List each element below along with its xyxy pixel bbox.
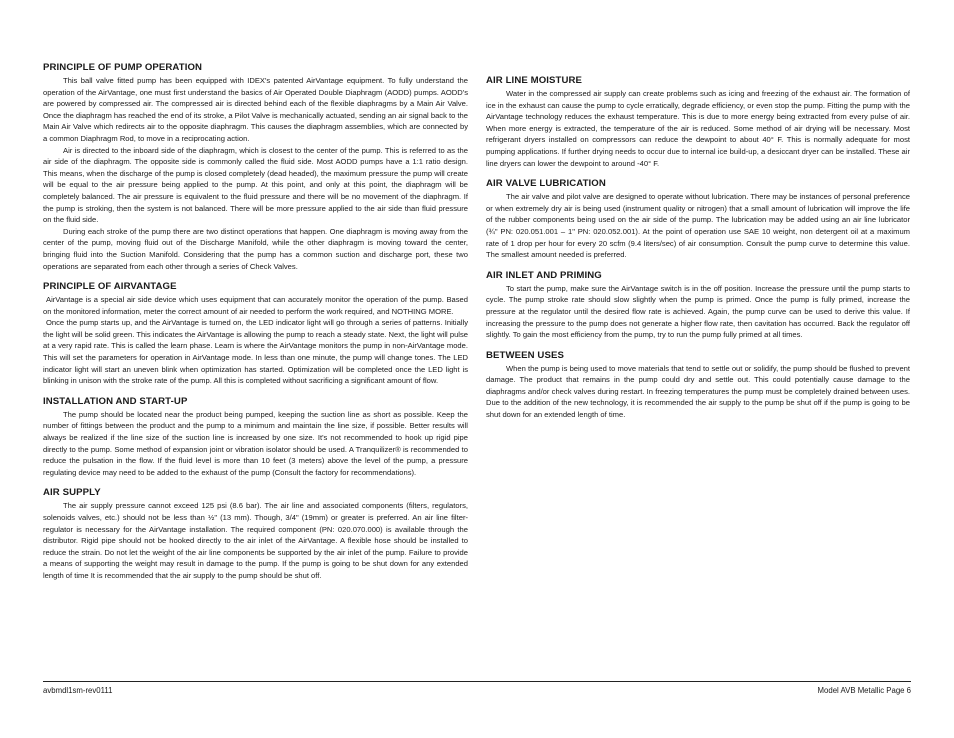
paragraph: To start the pump, make sure the AirVantage switch is in the off position. Increase the pressure until the pump starts to cycle. The pump stroke rate should slow slightly when the pump is primed. Once the pump is fully primed, increase the pressure at the regulator until the desired flow rate is achieved. Again, the pump curve can be used to derive this value. If increasing the pressure to the pump does not generate a higher flow rate, then cavitation has occurred. Back the regulator off slightly. To gain the most efficiency from the pump, try to run the pump fully primed at all times. xyxy=(486,283,910,340)
paragraph: Air is directed to the inboard side of the diaphragm, which is closest to the center of the pump. This is referred to as the air side of the diaphragm. The opposite side is commonly called the fluid side. Most AODD pumps have a 1:1 ratio design. This means, when the discharge of the pump is closed completely (dead headed), the maximum pressure the pump will create will be equal to the air pressure being applied to the pump. At this point, and only at this point, the diaphragm will be completely balanced. The air pressure is equivalent to the fluid pressure and there will be no movement of the diaphragm. If the pump is stroking, then the system is not balanced. There will be more pressure applied to the air side than fluid pressure on the fluid side. xyxy=(43,145,468,225)
page-number: Model AVB Metallic Page 6 xyxy=(817,686,911,695)
paragraph: AirVantage is a special air side device which uses equipment that can accurately monitor the operation of the pump. Based on the monitored information, meter the correct amount of air needed to perform the work required, and NOTHING MORE. xyxy=(43,295,468,316)
section-heading: PRINCIPLE OF AIRVANTAGE xyxy=(43,281,177,293)
section-air-supply xyxy=(43,487,468,581)
paragraph: This ball valve fitted pump has been equipped with IDEX's patented AirVantage equipment. To fully understand the operation of the AirVantage, one must first understand the basics of Air Operated Double Diaphragm (AODD) pumps. AODD's are powered by compressed air. The compressed air is directed behind each of the flexible diaphragms by a Main Air Valve. Once the diaphragm has reached the end of its stroke, a Pilot Valve is mechanically actuated, sending an air signal back to the Main Air Valve which redirects air to the opposite diaphragm. This causes the diaphragm assemblies, which are connected by a common Diaphragm Rod, to move in a reciprocating action. xyxy=(43,76,468,143)
section-heading: AIR INLET AND PRIMING xyxy=(486,269,602,281)
left-column xyxy=(43,62,468,591)
section-heading: AIR LINE MOISTURE xyxy=(486,75,583,86)
paragraph: The air valve and pilot valve are designed to operate without lubrication. There may be instances of personal preference or when extremely dry air is being used (instrument quality or nitrogen) that a small amount of lubrication will improve the life of the rubber components being used on the air side of the pump. The lubrication may be added using an air line lubricator (¾" PN: 020.051.001 – 1" PN: 020.052.001). At the point of operation use SAE 10 weight, non detergent oil at a maximum rate of 1 drop per hour for every 20 scfm (9.4 liters/sec) of air consumption. Consult the pump curve to determine this value. The smallest amount needed is preferred. xyxy=(486,192,910,260)
section-heading: BETWEEN USES xyxy=(486,349,564,361)
section-air-valve-lubrication xyxy=(486,178,910,261)
paragraph: During each stroke of the pump there are two distinct operations that happen. One diaphragm is moving away from the center of the pump, moving fluid out of the Discharge Manifold, while the other diaphragm is moving toward the center, bringing fluid into the Suction Manifold. Considering that the pump has a common suction and discharge port, these two operations are separated from each other through a series of Check Valves. xyxy=(43,226,468,271)
section-heading: PRINCIPLE OF PUMP OPERATION xyxy=(43,62,203,73)
paragraph: The air supply pressure cannot exceed 125 psi (8.6 bar). The air line and associated components (filters, regulators, solenoids valves, etc.) should not be less than ½" (13 mm). Though, 3/4" (19mm) or greater is preferred. An air line filter-regulator is necessary for the AirVantage installation. The required component (PN: 020.070.000) is available through the distributor. Rigid pipe should not be hooked directly to the air inlet of the AirVantage. A flexible hose should be installed to reduce the strain. Do not let the weight of the air line components be supported by the air inlet of the pump. Failure to provide a means of supporting the weight may result in damage to the pump. If the pump is going to be shut down for any extended length of time It is recommended that the air supply to the pump should be shut off. xyxy=(43,501,468,580)
paragraph: Water in the compressed air supply can create problems such as icing and freezing of the exhaust air. The formation of ice in the exhaust can cause the pump to cycle erratically, degrade efficiency, or even stop the pump. Fitting the pump with the AirVantage technology reduces the exhaust temperature. This is due to more energy being extracted from every pulse of air. When more energy is extracted, the temperature of the air is reduced. Some method of air drying will be necessary. Most refrigerant dryers installed on compressors can reduce the dewpoint to about 40° F. This is normally adequate for most pumping applications. If further drying needs to occur due to internal ice build-up, a desiccant dryer can be installed. These air line dryers can lower the dewpoint to around -40° F. xyxy=(486,89,910,168)
section-heading: AIR SUPPLY xyxy=(43,487,101,499)
section-principle-of-pump-operation xyxy=(43,62,468,272)
paragraph: Once the pump starts up, and the AirVantage is turned on, the LED indicator light will go through a series of patterns. Initially the light will be solid green. This indicates the AirVantage is allowing the pump to reach a steady state. Next, the light will pulse at a very rapid rate. This is called the learn phase. Learn is where the AirVantage monitors the pump in non-AirVantage mode. This will set the parameters for operation in AirVantage mode. In less than one minute, the pump will change tones. The LED indicator light will start an uneven blink when optimization has started. Optimization will be completed once the LED light is blinking in unison with the stroke rate of the pump. All this is completed without sacrificing a significant amount of flow. xyxy=(43,318,468,386)
section-heading: AIR VALVE LUBRICATION xyxy=(486,178,606,190)
section-installation-and-start-up xyxy=(43,396,468,479)
right-column xyxy=(486,75,910,430)
paragraph: When the pump is being used to move materials that tend to settle out or solidify, the pump should be flushed to prevent damage. The product that remains in the pump could dry and settle out. This could potentially cause damage to the diaphragms and/or check valves during restart. In freezing temperatures the pump must be completely drained between uses. Due to the addition of the new technology, it is recommended the air supply to the pump be shut off if the pump is going to be shut down for an extended length of time. xyxy=(486,363,910,420)
document-code: avbmdl1sm-rev0111 xyxy=(43,686,113,695)
section-between-uses xyxy=(486,350,910,421)
section-principle-of-airvantage xyxy=(43,281,468,387)
footer-divider xyxy=(43,681,911,682)
section-heading: INSTALLATION AND START-UP xyxy=(43,395,188,407)
section-air-inlet-and-priming xyxy=(486,270,910,341)
paragraph: The pump should be located near the product being pumped, keeping the suction line as short as possible. Keep the number of fittings between the product and the pump to a minimum and maintain the line size, if possible. Better results will always be realized if the line size of the suction line is increased by one size. It's not recommended to hook up rigid pipe directly to the pump. Some method of expansion joint or vibration isolator should be used. A Tranquilizer® is recommended to reduce the pulsation in the flow. If the fluid level is more than 10 feet (3 meters) above the level of the pump, a pressure regulating device may need to be added to the exhaust of the pump (Consult the factory for recommendations). xyxy=(43,409,468,477)
section-air-line-moisture xyxy=(486,75,910,169)
